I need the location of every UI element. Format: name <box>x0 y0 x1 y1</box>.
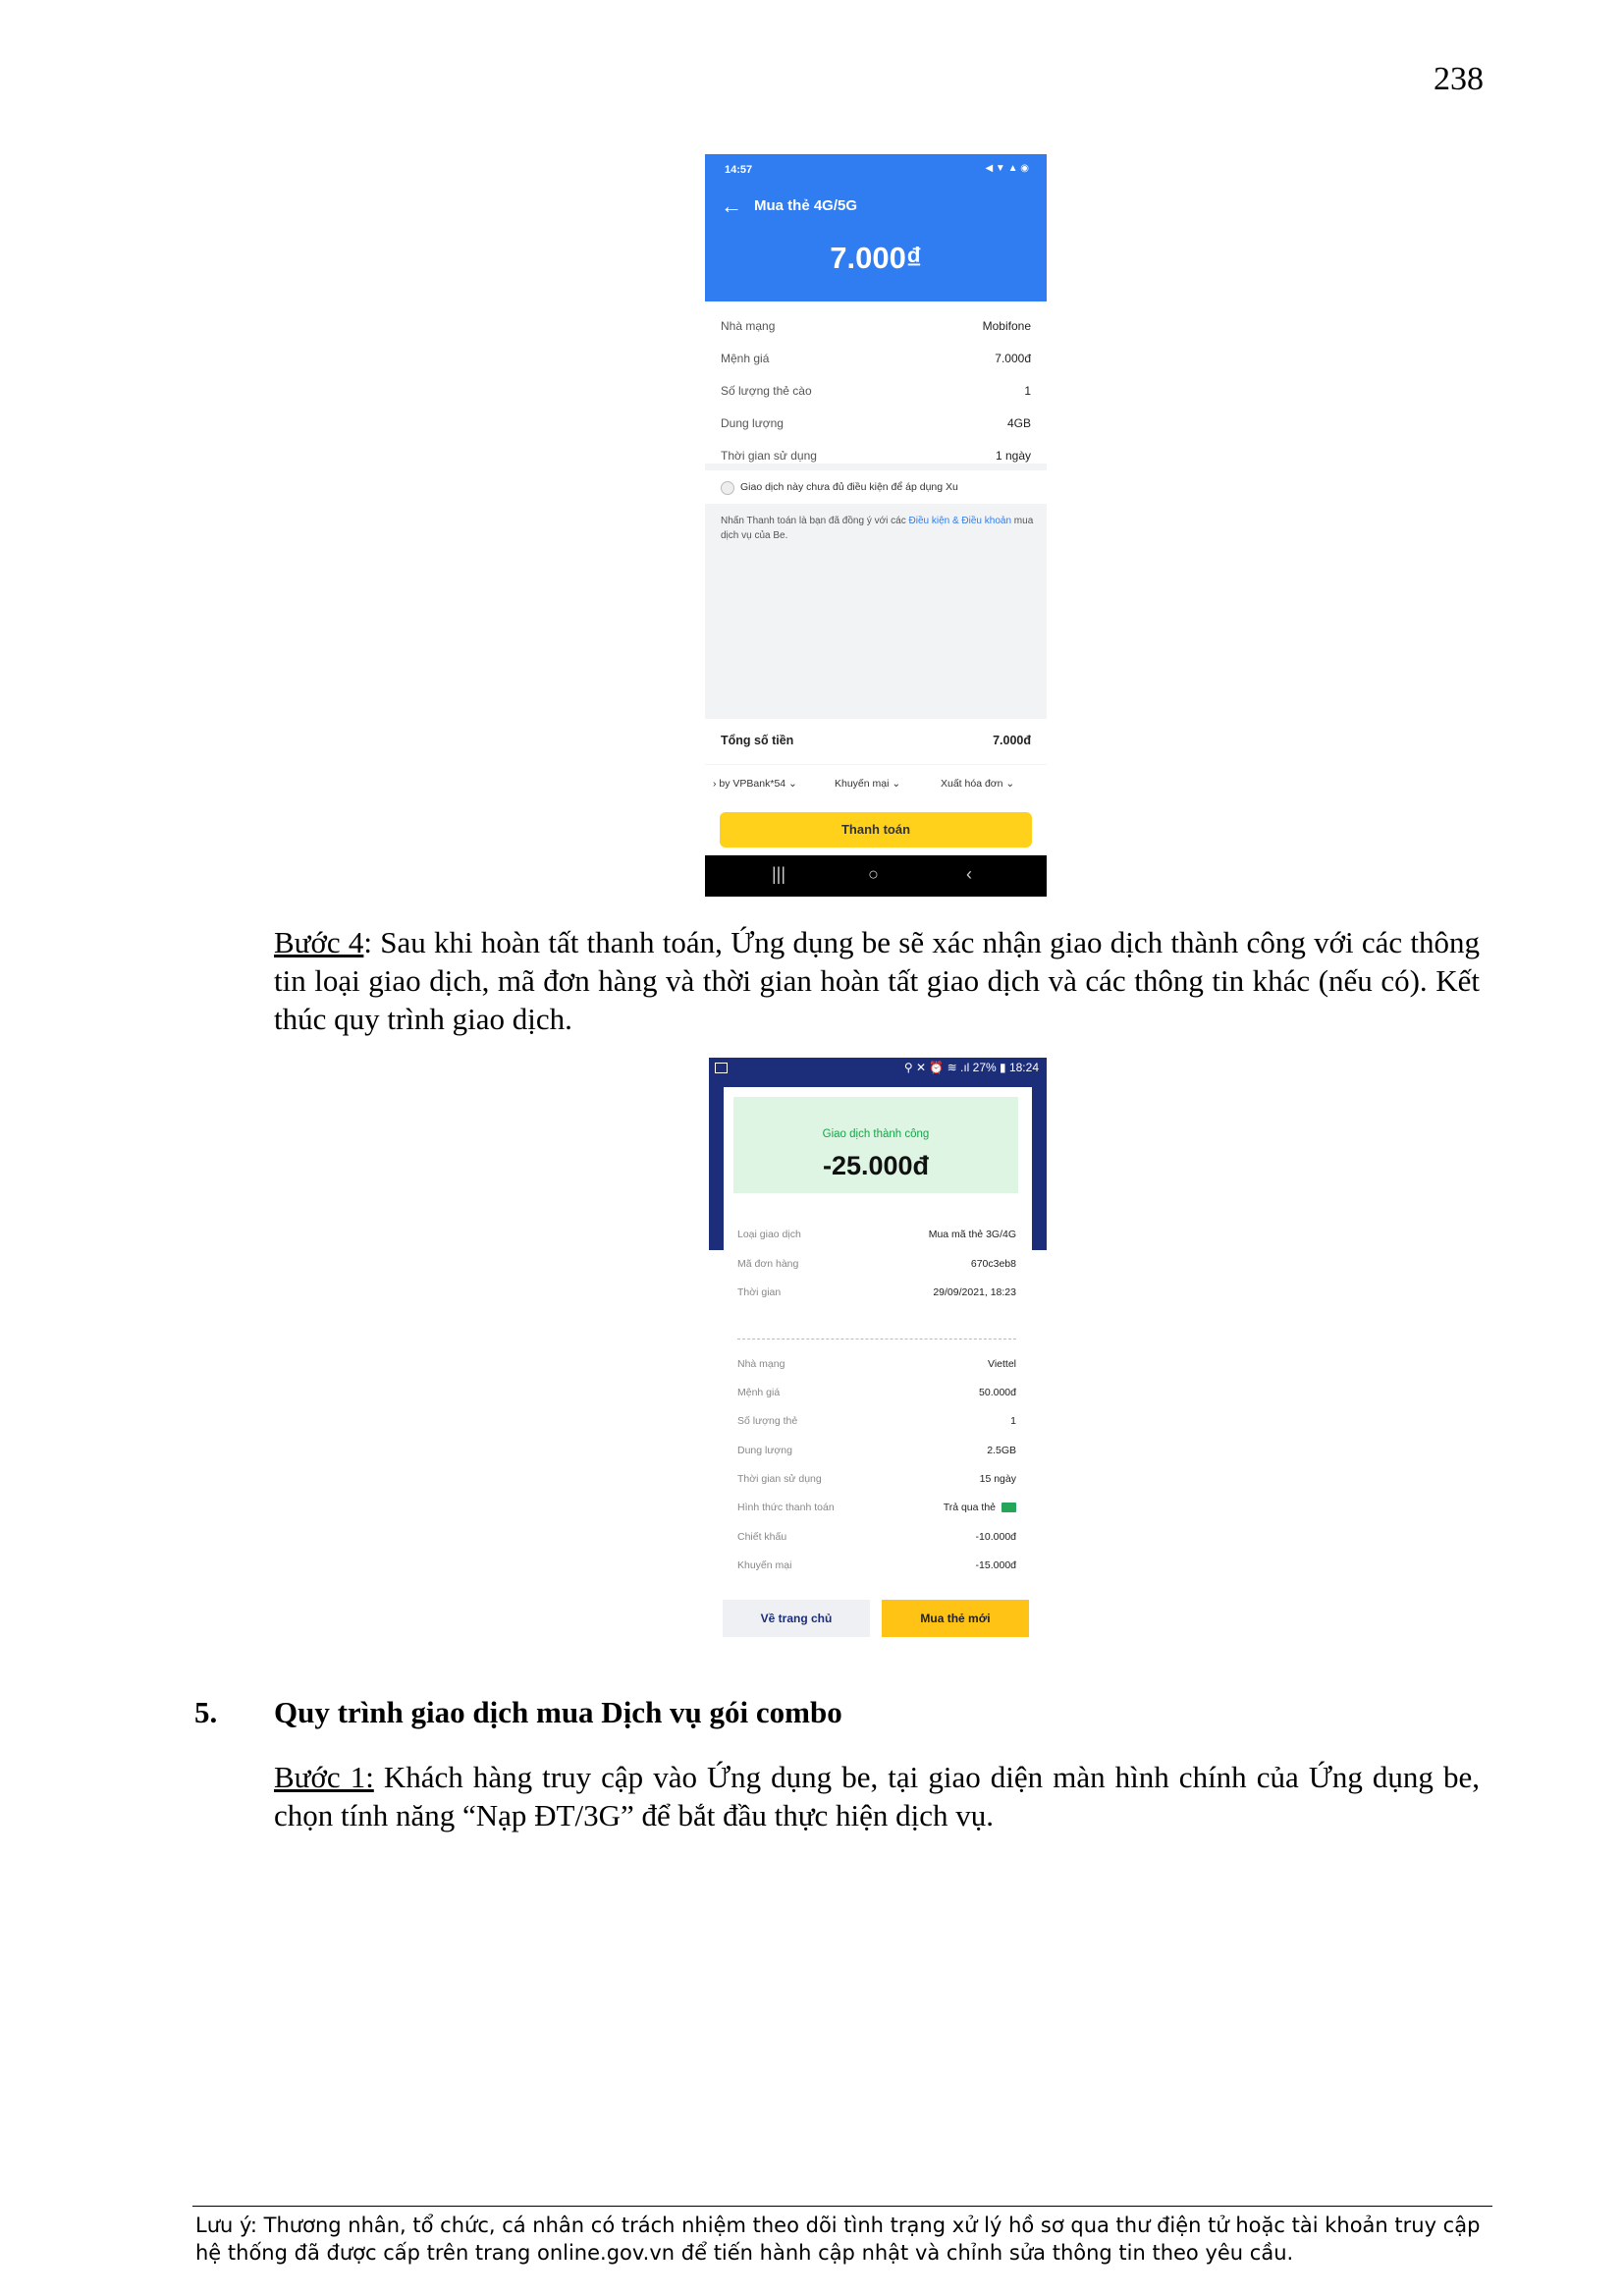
xu-note-text: Giao dịch này chưa đủ điều kiện để áp dụng Xu <box>740 481 958 493</box>
back-arrow-icon[interactable]: ← <box>721 193 742 218</box>
purchase-confirmation-screenshot <box>705 154 1047 897</box>
detail-row: Nhà mạng Mobifone <box>721 319 1031 333</box>
recent-apps-icon[interactable]: ||| <box>772 864 786 884</box>
order-details <box>705 301 1047 464</box>
footer-note: Lưu ý: Thương nhân, tổ chức, cá nhân có trách nhiệm theo dõi tình trạng xử lý hồ sơ qua thư điện tử hoặc tài khoản truy cập hệ thống đã được cấp trên trang online.gov.vn để tiến hành cập nhật và chỉnh sửa thông tin theo yêu cầu. <box>195 2214 1481 2265</box>
payment-method-select[interactable]: › by VPBank*54 ⌄ <box>713 778 797 790</box>
status-bar: ⚲ ✕ ⏰ ≋ .ıl 27% ▮ 18:24 <box>903 1061 1039 1074</box>
section-number: 5. <box>194 1695 218 1729</box>
section-title: Quy trình giao dịch mua Dịch vụ gói combo <box>274 1695 842 1729</box>
step-4-paragraph: Bước 4: Sau khi hoàn tất thanh toán, Ứng dụng be sẽ xác nhận giao dịch thành công với các thông tin loại giao dịch, mã đơn hàng và thời gian hoàn tất giao dịch và các thông tin khác (nếu có). Kết thúc quy trình giao dịch. <box>274 925 1480 1036</box>
pay-button[interactable]: Thanh toán <box>720 812 1032 847</box>
status-time: 14:57 <box>725 164 753 176</box>
detail-row: Mệnh giá 7.000đ <box>721 352 1031 365</box>
step-1-label: Bước 1: <box>274 1760 374 1794</box>
detail-row: Chiết khấu -10.000đ <box>737 1531 1016 1543</box>
info-row: Loại giao dịch Mua mã thẻ 3G/4G <box>737 1229 1016 1240</box>
detail-row: Mệnh giá 50.000đ <box>737 1387 1016 1398</box>
detail-row: Thời gian sử dụng 1 ngày <box>721 449 1031 463</box>
page-number: 238 <box>1434 61 1484 97</box>
detail-row: Dung lượng 4GB <box>721 416 1031 430</box>
step-1-paragraph: Bước 1: Khách hàng truy cập vào Ứng dụng be, tại giao diện màn hình chính của Ứng dụng be, chọn tính năng “Nạp ĐT/3G” để bắt đầu thực hiện dịch vụ. <box>274 1760 1480 1832</box>
screen-title: Mua thẻ 4G/5G <box>754 197 858 214</box>
card-icon <box>1001 1503 1016 1512</box>
success-banner <box>733 1097 1018 1193</box>
screen-header <box>705 154 1047 301</box>
nav-back-icon[interactable]: ‹ <box>966 864 972 884</box>
transaction-success-screenshot <box>709 1058 1047 1653</box>
transaction-amount: -25.000đ <box>822 1151 930 1180</box>
total-value: 7.000đ <box>993 734 1031 747</box>
detail-row: Số lượng thẻ 1 <box>737 1415 1016 1427</box>
info-row: Mã đơn hàng 670c3eb8 <box>737 1258 1016 1270</box>
detail-row: Thời gian sử dụng 15 ngày <box>737 1473 1016 1485</box>
detail-row: Nhà mạng Viettel <box>737 1358 1016 1370</box>
promotion-select[interactable]: Khuyến mại ⌄ <box>835 778 901 790</box>
coin-icon <box>721 481 734 495</box>
footer-divider <box>192 2206 1492 2207</box>
detail-row: Khuyến mại -15.000đ <box>737 1559 1016 1571</box>
success-label: Giao dịch thành công <box>822 1128 930 1140</box>
detail-row: Hình thức thanh toán Trả qua thẻ <box>737 1502 1016 1513</box>
buy-new-card-button[interactable]: Mua thẻ mới <box>882 1600 1029 1637</box>
image-icon <box>715 1063 728 1073</box>
status-icons: ◀ ▼ ▲ ◉ <box>985 163 1029 174</box>
home-button[interactable]: Về trang chủ <box>723 1600 870 1637</box>
terms-link[interactable]: Điều kiện & Điều khoản <box>908 516 1012 526</box>
payment-options <box>705 765 1047 804</box>
invoice-select[interactable]: Xuất hóa đơn ⌄ <box>941 778 1015 790</box>
detail-row: Số lượng thẻ cào 1 <box>721 384 1031 398</box>
terms-text: Nhấn Thanh toán là bạn đã đồng ý với các Điều kiện & Điều khoản mua dịch vụ của Be. <box>721 516 1034 541</box>
step-4-label: Bước 4 <box>274 925 364 959</box>
info-row: Thời gian 29/09/2021, 18:23 <box>737 1286 1016 1298</box>
total-row: Tổng số tiền 7.000đ <box>705 719 1047 764</box>
receipt-card <box>724 1087 1032 1653</box>
home-icon[interactable]: ○ <box>868 864 879 884</box>
purchase-amount: 7.000₫ <box>830 241 922 275</box>
android-nav-bar <box>705 855 1047 897</box>
xu-note <box>705 470 1047 504</box>
detail-row: Dung lượng 2.5GB <box>737 1445 1016 1456</box>
